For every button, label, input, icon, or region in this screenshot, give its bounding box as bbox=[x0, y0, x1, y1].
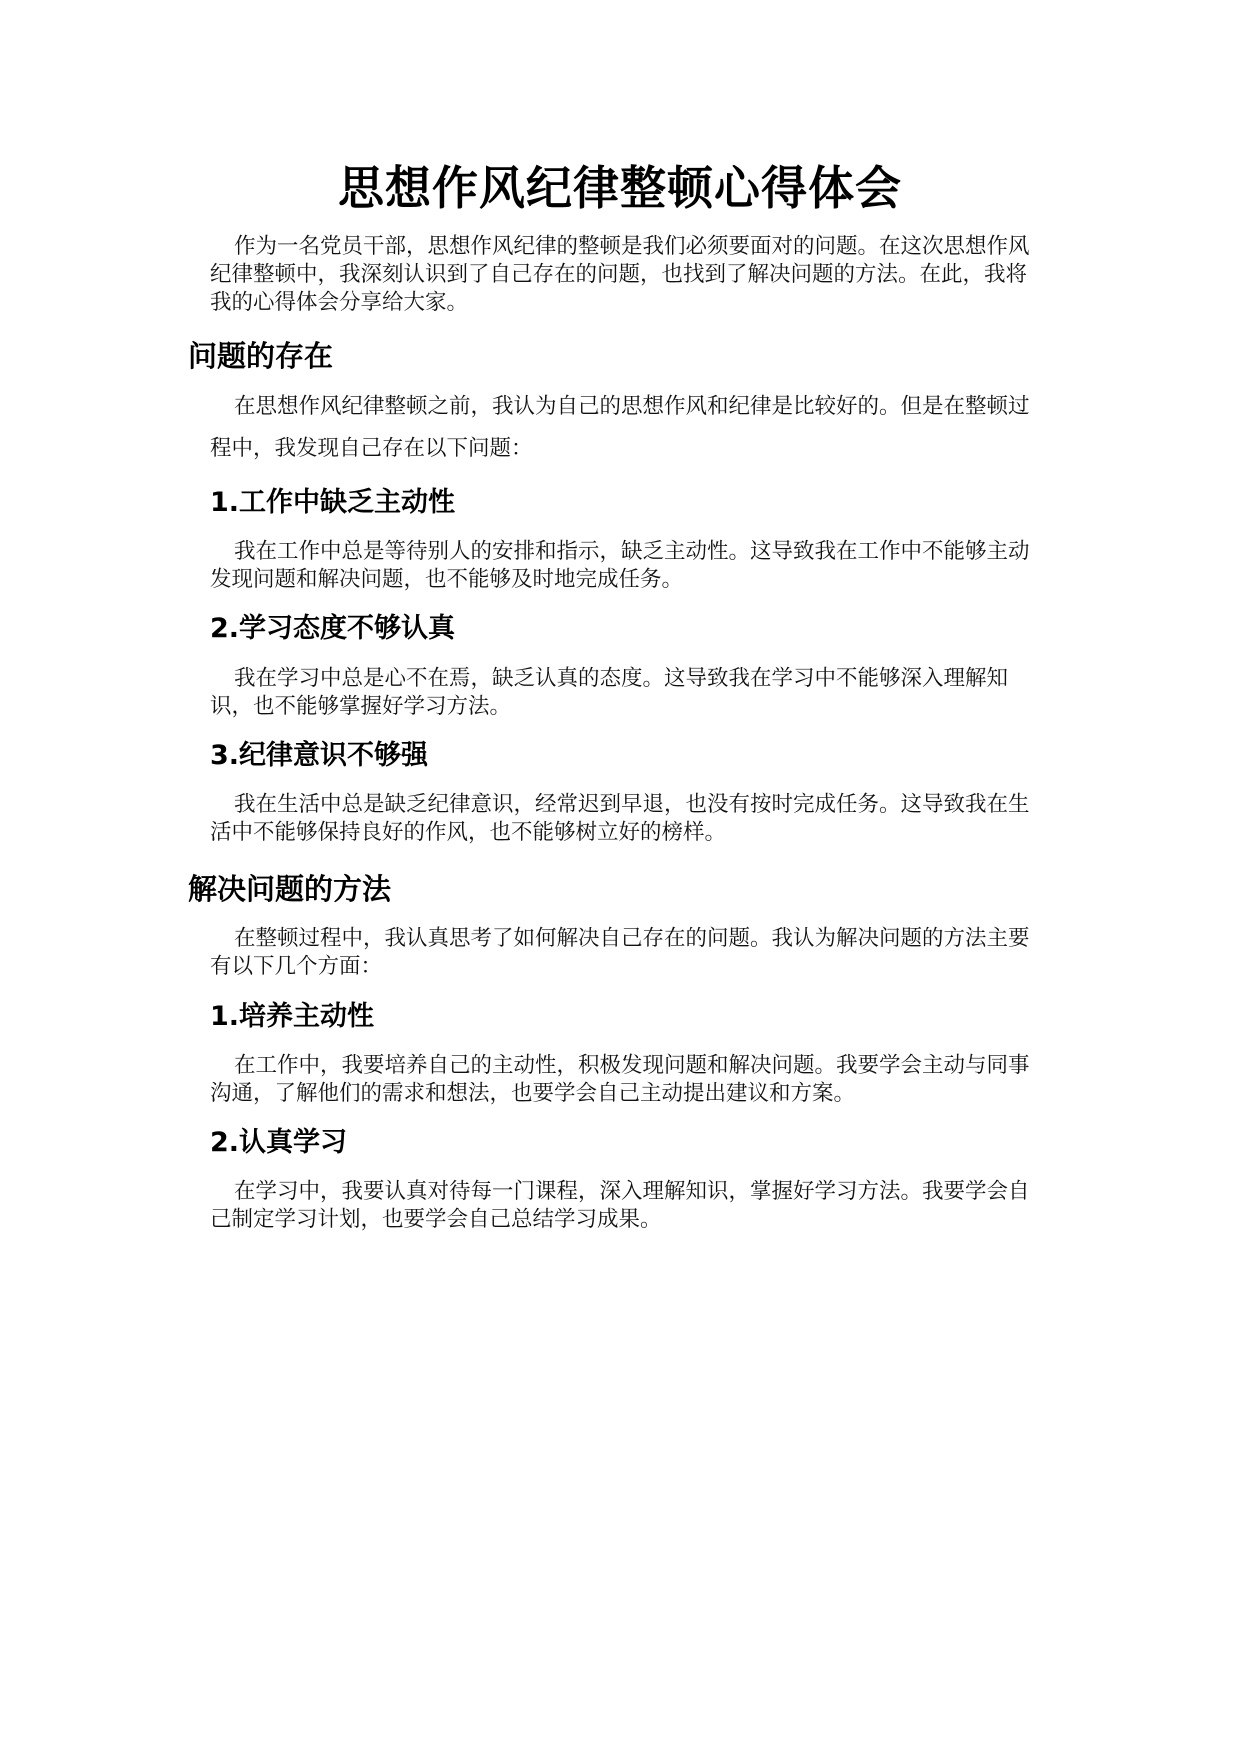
item-body-discipline: 我在生活中总是缺乏纪律意识，经常迟到早退，也没有按时完成任务。这导致我在生活中不能够保持良好的作风，也不能够树立好的榜样。 bbox=[210, 792, 1030, 845]
document-title: 思想作风纪律整顿心得体会 bbox=[338, 161, 902, 215]
item-heading-study-seriously: 2.认真学习 bbox=[210, 1127, 348, 1158]
section-intro-solutions: 在整顿过程中，我认真思考了如何解决自己存在的问题。我认为解决问题的方法主要有以下几个方面： bbox=[210, 926, 1030, 979]
section-heading-solutions: 解决问题的方法 bbox=[188, 872, 392, 906]
item-body-initiative-lacking: 我在工作中总是等待别人的安排和指示，缺乏主动性。这导致我在工作中不能够主动发现问题和解决问题，也不能够及时地完成任务。 bbox=[210, 539, 1030, 592]
intro-paragraph: 作为一名党员干部，思想作风纪律的整顿是我们必须要面对的问题。在这次思想作风纪律整顿中，我深刻认识到了自己存在的问题，也找到了解决问题的方法。在此，我将我的心得体会分享给大家。 bbox=[210, 234, 1030, 315]
item-heading-cultivate-initiative: 1.培养主动性 bbox=[210, 1001, 375, 1032]
item-heading-study-attitude: 2.学习态度不够认真 bbox=[210, 613, 456, 644]
section-intro-problems: 在思想作风纪律整顿之前，我认为自己的思想作风和纪律是比较好的。但是在整顿过程中，我发现自己存在以下问题： bbox=[210, 394, 1030, 461]
item-heading-initiative-lacking: 1.工作中缺乏主动性 bbox=[210, 487, 456, 518]
item-body-cultivate-initiative: 在工作中，我要培养自己的主动性，积极发现问题和解决问题。我要学会主动与同事沟通，了解他们的需求和想法，也要学会自己主动提出建议和方案。 bbox=[210, 1053, 1030, 1106]
item-body-study-attitude: 我在学习中总是心不在焉，缺乏认真的态度。这导致我在学习中不能够深入理解知识，也不能够掌握好学习方法。 bbox=[210, 666, 1009, 719]
section-heading-problems: 问题的存在 bbox=[188, 339, 334, 373]
item-heading-discipline: 3.纪律意识不够强 bbox=[210, 740, 429, 771]
item-body-study-seriously: 在学习中，我要认真对待每一门课程，深入理解知识，掌握好学习方法。我要学会自己制定学习计划，也要学会自己总结学习成果。 bbox=[210, 1179, 1030, 1232]
